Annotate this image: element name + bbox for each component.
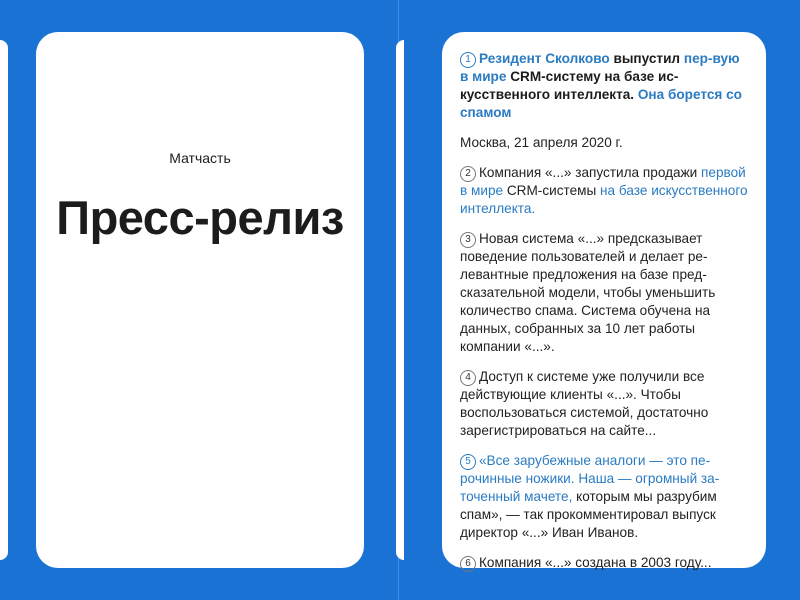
page-title: Пресс-релиз — [56, 191, 344, 244]
text: выпустил — [609, 51, 684, 66]
highlight: первой в мире — [460, 165, 746, 198]
highlight: Она борется со спамом — [460, 87, 742, 120]
paragraph-number: 2 — [460, 166, 476, 182]
text: Доступ к системе уже получили все действующие клиенты «...». Чтобы воспользоваться системой, достаточно зарегистрироваться на сайте... — [460, 369, 709, 438]
paragraph-3 — [460, 230, 748, 356]
highlight: «Все зарубежные аналоги — это пе-рочинные ножики. Наша — огромный за-точенный мачете, — [460, 453, 720, 504]
paragraph-number: 3 — [460, 232, 476, 248]
paragraph-6 — [460, 554, 748, 572]
text: CRM-систему на базе ис-кусственного интеллекта. — [460, 69, 679, 102]
paragraph-5 — [460, 452, 748, 542]
previous-page-edge — [0, 40, 8, 560]
paragraph-number: 6 — [460, 556, 476, 572]
next-page-edge — [396, 40, 404, 560]
paragraph-2 — [460, 164, 748, 218]
paragraph-number: 1 — [460, 52, 476, 68]
date-line: Москва, 21 апреля 2020 г. — [460, 135, 623, 150]
paragraph-1 — [460, 50, 748, 122]
press-release-card — [442, 32, 766, 568]
section-kicker: Матчасть — [169, 150, 231, 166]
text: Компания «...» запустила продажи — [479, 165, 702, 180]
highlight: пер-вую в мире — [460, 51, 740, 84]
paragraph-4 — [460, 368, 748, 440]
text: Новая система «...» предсказывает поведение пользователей и делает ре-левантные предложения на базе пред-сказательной модели, чтобы уменьшить количество спама. Система обучена на данных, собранных за 10 лет работы компании «...». — [460, 231, 716, 354]
text: CRM-системы — [503, 183, 601, 198]
highlight: Резидент Сколково — [479, 51, 610, 66]
text: Компания «...» создана в 2003 году... — [479, 555, 712, 570]
highlight: на базе искусственного интеллекта. — [460, 183, 748, 216]
title-card — [36, 32, 364, 568]
paragraph-number: 5 — [460, 454, 476, 470]
paragraph-number: 4 — [460, 370, 476, 386]
text: которым мы разрубим спам», — так прокомментировал выпуск директор «...» Иван Иванов. — [460, 489, 717, 540]
